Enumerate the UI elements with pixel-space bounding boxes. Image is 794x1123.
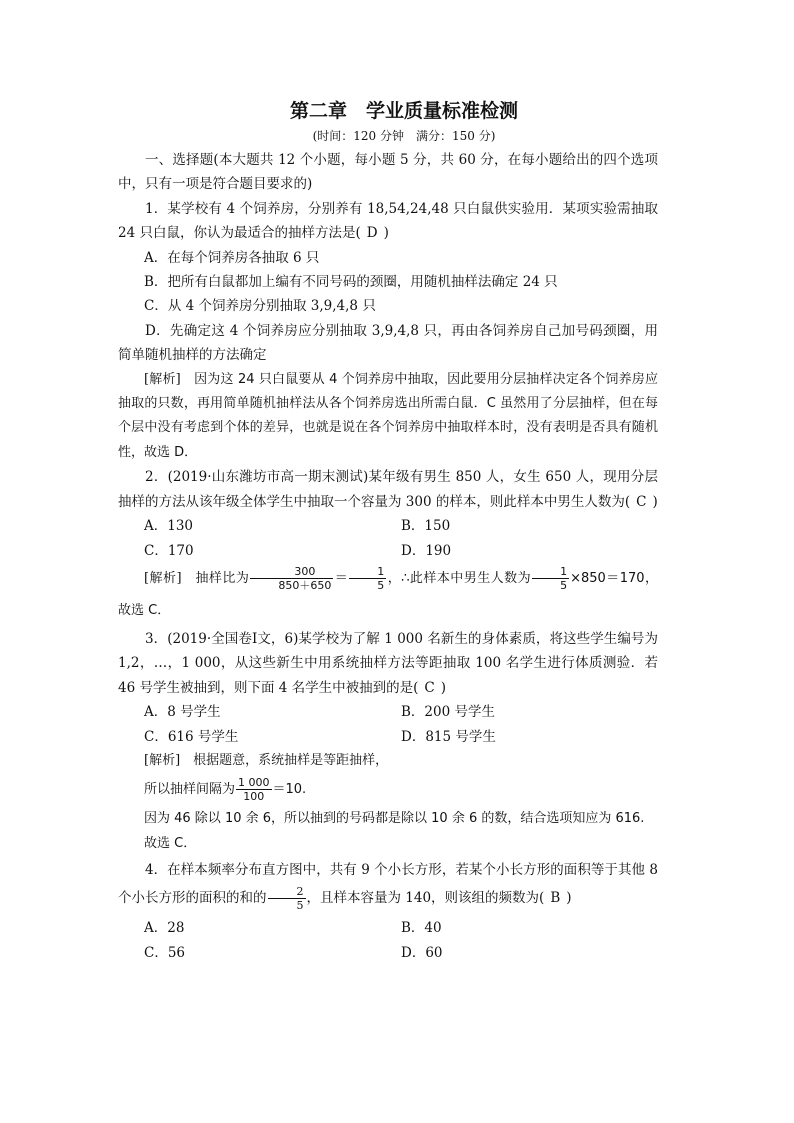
- question-1-option-d: D．先确定这 4 个饲养房应分别抽取 3,9,4,8 只，再由各饲养房自己加号码颈圈，用简单随机抽样的方法确定: [118, 322, 658, 364]
- page-content: [118, 96, 658, 965]
- fraction: $\frac{2}{5}$: [268, 885, 306, 912]
- question-2-option-d: D．190: [401, 542, 452, 559]
- question-3-option-b: B．200 号学生: [401, 704, 495, 721]
- question-4-stem: 4．在样本频率分布直方图中，共有 9 个小长方形，若某个小长方形的面积等于其他 8 个小长方形的面积的和的 $\frac{2}{5}$ ，且样本容量为 140，则该组的频数为( B ): [118, 862, 658, 913]
- question-3-option-d: D．815 号学生: [401, 728, 496, 745]
- question-4-option-b: B．40: [401, 920, 442, 937]
- exam-info: (时间：120 分钟 满分：150 分): [312, 129, 496, 143]
- question-3-options-row-1: [118, 700, 658, 724]
- question-2-options-row-1: [118, 514, 658, 538]
- question-1-option-a: A．在每个饲养房各抽取 6 只: [144, 249, 320, 266]
- analysis-label: [解析]: [144, 371, 181, 387]
- question-3-analysis: [解析] 根据题意，系统抽样是等距抽样，: [144, 752, 389, 768]
- question-3-option-a: A．8 号学生: [144, 704, 221, 721]
- question-1-stem: 1．某学校有 4 个饲养房，分别养有 18,54,24,48 只白鼠供实验用．某项实验需抽取 24 只白鼠，你认为最适合的抽样方法是( D ): [118, 200, 658, 242]
- question-2-answer: C: [636, 493, 647, 510]
- fraction: $\frac{300}{850+650}$: [250, 565, 333, 592]
- question-4-options-row-1: [118, 916, 658, 940]
- question-3-option-c: C．616 号学生: [144, 728, 239, 745]
- question-3-options-row-2: [118, 725, 658, 749]
- question-1-option-c: C．从 4 个饲养房分别抽取 3,9,4,8 只: [144, 298, 376, 315]
- analysis-label: [解析]: [144, 570, 182, 586]
- question-4-answer: B: [550, 890, 561, 907]
- question-2-option-a: A．130: [144, 518, 194, 535]
- fraction: $\frac{1}{5}$: [349, 565, 386, 592]
- question-1-option-b: B．把所有白鼠都加上编有不同号码的颈圈，用随机抽样法确定 24 只: [144, 274, 558, 291]
- question-2-analysis: [解析] 抽样比为 $\frac{300}{850+650}$ ＝ $\frac{1}{5}$ ，∴此样本中男生人数为 $\frac{1}{5}$ ×850＝170，故选 C．: [118, 564, 658, 618]
- question-2-option-c: C．170: [144, 542, 194, 559]
- fraction: $\frac{1 000}{100}$: [238, 776, 270, 804]
- question-4-options-row-2: [118, 941, 658, 965]
- question-4-option-a: A．28: [144, 920, 185, 937]
- question-1-answer: D: [366, 225, 378, 242]
- question-3-analysis-step: 所以抽样间隔为 $\frac{1 000}{100}$ ＝10.: [144, 776, 307, 804]
- question-2-option-b: B．150: [401, 518, 451, 535]
- question-3-analysis-step: 故选 C．: [144, 835, 197, 851]
- question-2-stem: 2．(2019·山东潍坊市高一期末测试)某年级有男生 850 人，女生 650 人，现用分层抽样的方法从该年级全体学生中抽取一个容量为 300 的样本，则此样本中男生人数为( C ): [118, 469, 658, 510]
- question-3-analysis-step: 因为 46 除以 10 余 6，所以抽到的号码都是除以 10 余 6 的数，结合选项知应为 616.: [144, 811, 645, 827]
- fraction: $\frac{1}{5}$: [532, 565, 569, 592]
- section-heading: 一、选择题(本大题共 12 个小题，每小题 5 分，共 60 分，在每小题给出的四个选项中，只有一项是符合题目要求的): [118, 152, 658, 193]
- question-1-analysis: [解析] 因为这 24 只白鼠要从 4 个饲养房中抽取，因此要用分层抽样决定各个饲养房应抽取的只数，再用简单随机抽样法从各个饲养房选出所需白鼠．C 虽然用了分层抽样，但在每个层中没有考虑到个体的差异，也就是说在各个饲养房中抽取样本时，没有表明是否具有随机性，故选 D．: [118, 371, 658, 460]
- question-4-option-c: C．56: [144, 944, 186, 961]
- question-2-options-row-2: [118, 539, 658, 563]
- question-3-stem: 3．(2019·全国卷Ⅰ文，6)某学校为了解 1 000 名新生的身体素质，将这些学生编号为 1,2，…，1 000，从这些新生中用系统抽样方法等距抽取 100 名学生进行体质测验．若 46 号学生被抽到，则下面 4 名学生中被抽到的是( C ): [118, 630, 658, 696]
- page-title: 第二章 学业质量标准检测: [289, 100, 518, 122]
- question-4-option-d: D．60: [401, 944, 443, 961]
- question-3-answer: C: [424, 679, 435, 696]
- analysis-label: [解析]: [144, 752, 181, 768]
